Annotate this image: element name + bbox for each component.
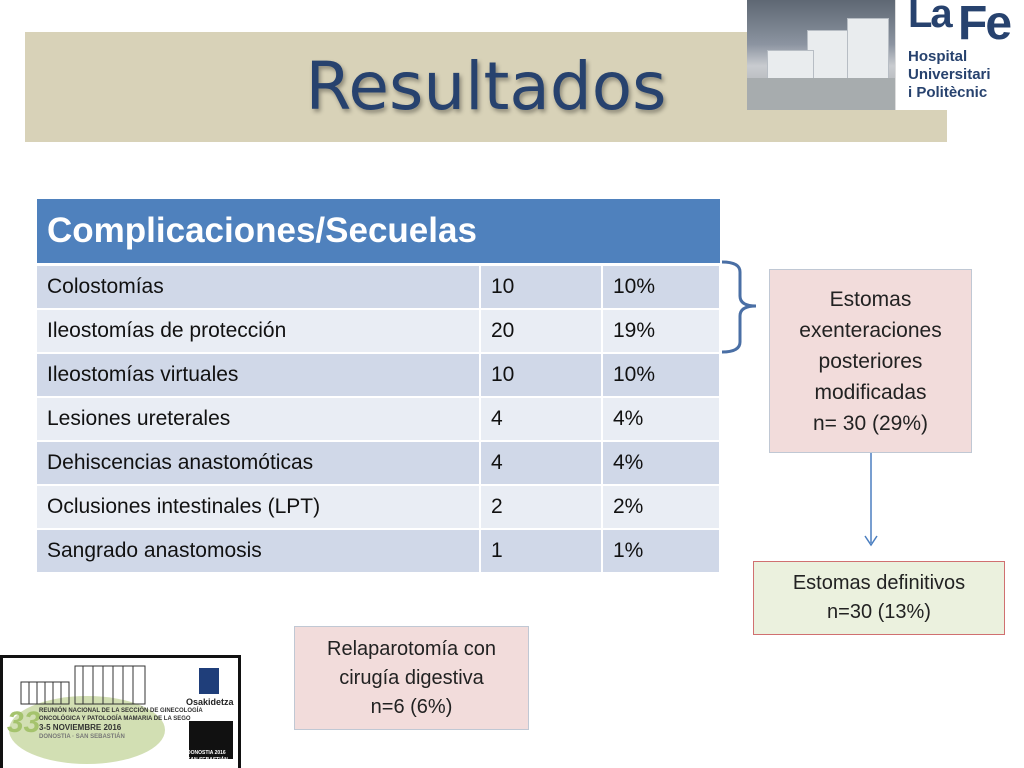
la-fe-logo [895,0,1024,110]
estomas-definitivos-box [753,561,1005,635]
row-label: Ileostomías de protección [37,309,480,353]
logo-la: La [908,0,951,36]
table-row [37,397,720,441]
row-count: 1 [480,529,602,573]
row-pct: 10% [602,353,720,397]
table-row [37,441,720,485]
conference-line-1: REUNIÓN NACIONAL DE LA SECCIÓN DE GINECOLOGÍA [39,708,203,714]
row-label: Colostomías [37,265,480,310]
box-line: cirugía digestiva [339,666,484,689]
arrow-down-icon [862,453,880,548]
row-label: Lesiones ureterales [37,397,480,441]
box-line: n=30 (13%) [827,601,931,623]
row-count: 10 [480,265,602,310]
conference-number: 33 [7,706,41,739]
box-line: n= 30 (29%) [813,411,928,435]
row-pct: 4% [602,441,720,485]
row-label: Oclusiones intestinales (LPT) [37,485,480,529]
logo-line-1: Hospital [908,48,968,65]
conference-city: DONOSTIA · SAN SEBASTIÁN [39,734,125,740]
row-pct: 4% [602,397,720,441]
hospital-photo [747,0,895,110]
osakidetza-label: Osakidetza [186,697,234,707]
complications-table [37,199,721,574]
row-count: 4 [480,397,602,441]
conference-line-2: ONCOLÓGICA Y PATOLOGÍA MAMARIA DE LA SEGO [39,716,191,722]
row-count: 20 [480,309,602,353]
box-line: modificadas [814,380,927,404]
row-pct: 2% [602,485,720,529]
table-row [37,309,720,353]
slide-title: Resultados [305,48,667,125]
logo-line-2: Universitari [908,66,991,83]
box-line: Relaparotomía con [327,637,496,660]
estomas-exenteraciones-box [769,269,972,453]
box-line: Estomas definitivos [792,572,966,594]
row-label: Ileostomías virtuales [37,353,480,397]
table-header: Complicaciones/Secuelas [37,199,720,265]
conference-logo [0,655,241,768]
row-count: 4 [480,441,602,485]
conference-dates: 3-5 NOVIEMBRE 2016 [39,723,122,732]
table-row [37,265,720,310]
box-line: Estomas [829,287,912,311]
row-pct: 19% [602,309,720,353]
bracket-icon [718,258,760,356]
logo-fe: Fe [958,0,1011,50]
box-line: posteriores [818,349,923,373]
row-count: 10 [480,353,602,397]
table-row [37,353,720,397]
row-pct: 10% [602,265,720,310]
box-line: exenteraciones [799,318,942,342]
relaparotomia-box [294,626,529,730]
donostia-line-2: SAN SEBASTIÁN [187,757,228,763]
row-label: Sangrado anastomosis [37,529,480,573]
box-line: n=6 (6%) [370,695,453,718]
table-row [37,485,720,529]
table-row [37,529,720,573]
donostia-line-1: DONOSTIA 2016 [187,750,226,756]
row-count: 2 [480,485,602,529]
logo-line-3: i Politècnic [908,84,988,101]
row-label: Dehiscencias anastomóticas [37,441,480,485]
row-pct: 1% [602,529,720,573]
